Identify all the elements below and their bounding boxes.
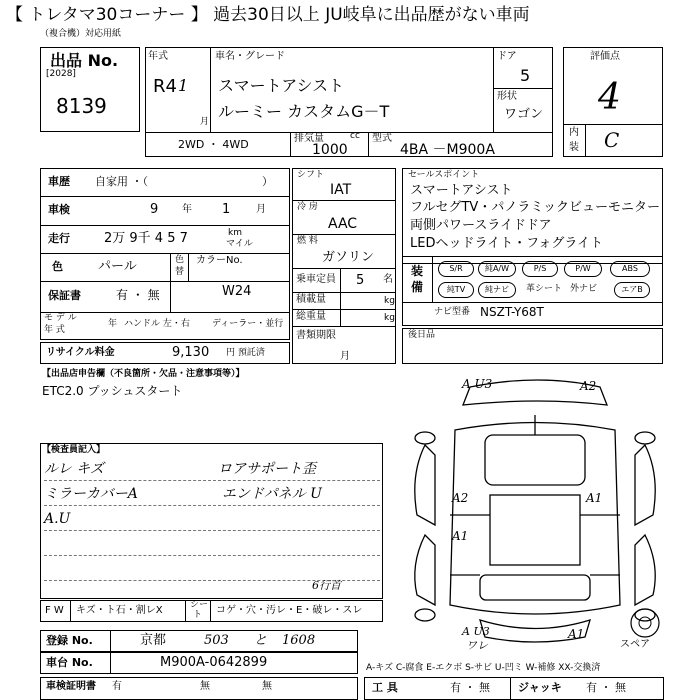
- capacity-label: 乗車定員: [296, 274, 336, 285]
- chassis-value: M900A-0642899: [160, 655, 268, 670]
- fw-note: 6行首: [312, 579, 341, 592]
- displacement-value: 1000: [312, 142, 348, 158]
- cert-v2: 無: [200, 681, 210, 692]
- sales-point: 両側パワースライドドア: [410, 218, 552, 233]
- model-label: 車名・グレード: [215, 51, 285, 62]
- shape-value: ワゴン: [504, 107, 544, 122]
- registration-class: 503: [204, 633, 229, 648]
- mileage-unit-km: km: [228, 228, 242, 238]
- inspector-note: ミラーカバーA: [44, 486, 138, 502]
- type-value: 4BA －M900A: [400, 142, 495, 158]
- damage-mark: A1: [568, 627, 585, 641]
- tools-value: 有 ・ 無: [450, 681, 490, 694]
- lot-stamp: [2028]: [46, 69, 76, 79]
- color-change-2: 替: [175, 267, 185, 277]
- type-label: 型式: [372, 133, 392, 144]
- capacity-unit: 名: [383, 274, 393, 285]
- year-month: 1: [178, 76, 189, 95]
- cert-label: 車検証明書: [46, 681, 96, 692]
- inspection-year: 9: [150, 202, 159, 217]
- sales-point: LEDヘッドライト・フォグライト: [410, 236, 604, 251]
- fuel-value: ガソリン: [322, 250, 375, 265]
- score-value: 4: [598, 77, 621, 118]
- damage-mark: A1: [586, 491, 603, 505]
- cert-v1: 有: [112, 681, 122, 692]
- spare-label: スペア: [620, 639, 650, 650]
- equip-pw: P/W: [564, 261, 602, 277]
- fw-text: キズ・ト石・割レX: [76, 605, 163, 616]
- interior-label-2: 装: [569, 142, 579, 153]
- exhibitor-label: 【出品店申告欄（不良箇所・欠品・注意事項等）】: [42, 369, 245, 379]
- shape-label: 形状: [497, 91, 517, 102]
- damage-mark: A U3: [462, 377, 493, 391]
- rear-label: 後日品: [408, 330, 436, 340]
- color-no: W24: [222, 284, 252, 299]
- color-no-label: カラーNo.: [196, 255, 243, 266]
- info-box: [40, 168, 290, 340]
- inspector-note: ルレ キズ: [44, 461, 104, 477]
- model-line1: スマートアシスト: [218, 76, 345, 95]
- recycle-label: リサイクル料金: [46, 347, 115, 358]
- model-line2: ルーミー カスタムG－T: [218, 102, 390, 121]
- shift-value: IAT: [330, 182, 352, 198]
- doors-value: 5: [520, 66, 531, 85]
- lot-number: 8139: [56, 94, 107, 118]
- warranty-value: 有 ・ 無: [116, 288, 160, 302]
- color-label: 色: [52, 260, 63, 273]
- header-note: （複合機）対応用紙: [40, 29, 122, 39]
- capacity-value: 5: [356, 273, 365, 288]
- inspector-note: エンドパネル U: [222, 486, 322, 502]
- recycle-unit: 円 預託済: [226, 348, 265, 358]
- weight-unit: kg: [384, 313, 395, 323]
- drive-label: 2WD ・ 4WD: [178, 138, 249, 151]
- ac-value: AAC: [328, 216, 358, 232]
- equip-tv: 純TV: [438, 282, 474, 298]
- fuel-label: 燃 料: [297, 236, 318, 246]
- model-year-label-1: モ デ ル: [44, 313, 77, 323]
- history-value: 自家用 ・（: [95, 175, 148, 188]
- chassis-label: 車台 No.: [46, 656, 93, 669]
- damage-mark: A2: [452, 491, 469, 505]
- inspector-note: A.U: [44, 511, 71, 527]
- doors-label: ドア: [497, 51, 517, 62]
- equip-aw: 純A/W: [478, 261, 516, 277]
- mileage-unit-mile: マイル: [226, 239, 253, 249]
- load-label: 積載量: [296, 294, 326, 305]
- inspection-label: 車検: [48, 203, 70, 216]
- damage-mark: A2: [580, 379, 597, 393]
- rear-box: [402, 328, 663, 364]
- year-month-unit: 月: [200, 117, 210, 127]
- inspection-month: 1: [222, 202, 231, 217]
- lot-label: 出品 No.: [50, 51, 119, 70]
- registration-number: 1608: [282, 633, 316, 648]
- interior-label-1: 内: [569, 127, 579, 138]
- registration-region: 京都: [140, 633, 167, 648]
- handle: ハンドル 左・右: [124, 319, 190, 329]
- doc-period-month: 月: [340, 351, 350, 362]
- fw-seat-text: コゲ・穴・汚レ・E・破レ・スレ: [216, 605, 363, 616]
- registration-label: 登録 No.: [46, 634, 93, 647]
- warranty-label: 保証書: [48, 289, 81, 302]
- navi-value: NSZT-Y68T: [480, 305, 544, 319]
- legend: A-キズ C-腐食 E-エクボ S-サビ U-凹ミ W-補修 XX-交換済: [366, 663, 601, 673]
- tools-label: 工 具: [372, 681, 398, 694]
- jack-label: ジャッキ: [518, 681, 562, 694]
- equip-airbag: エアB: [614, 282, 650, 298]
- equipment-label-1: 装: [411, 264, 424, 278]
- color-change-1: 色: [175, 255, 185, 265]
- equip-navi: 純ナビ: [478, 282, 516, 298]
- fw-seat-1: シー: [190, 600, 209, 610]
- dealer: ディーラー・並行: [212, 319, 284, 329]
- doc-period-label: 書類期限: [296, 330, 336, 341]
- mileage-label: 走行: [48, 232, 70, 245]
- displacement-unit: cc: [350, 131, 360, 141]
- inspection-month-unit: 月: [256, 204, 266, 215]
- ac-label: 冷 房: [297, 202, 318, 212]
- inspector-label: 【検査員記入】: [42, 445, 106, 455]
- sales-point: フルセグTV・パノラミックビューモニター: [410, 200, 661, 215]
- year-era: R4: [153, 76, 177, 97]
- history-close: ）: [262, 175, 273, 188]
- equipment-label-2: 備: [411, 280, 424, 294]
- inspection-year-unit: 年: [182, 204, 192, 215]
- history-label: 車歴: [48, 175, 70, 188]
- shift-label: シフト: [297, 170, 325, 180]
- damage-mark: A U3: [462, 625, 490, 638]
- equip-leather: 革シート: [526, 284, 563, 294]
- mileage-value: 2万 9千 4 5 7: [104, 231, 188, 246]
- model-year-label-2: 年 式: [44, 325, 65, 335]
- exhibitor-text: ETC2.0 プッシュスタート: [42, 384, 183, 398]
- color-value: パール: [98, 259, 137, 274]
- fw-label: F W: [45, 605, 64, 616]
- damage-mark: A1: [452, 529, 469, 543]
- jack-value: 有 ・ 無: [586, 681, 626, 694]
- car-diagram: [395, 375, 685, 650]
- inspector-note: ロアサポート歪: [218, 461, 316, 477]
- damage-mark: ワレ: [466, 639, 488, 652]
- cert-v3: 無: [262, 681, 272, 692]
- score-label: 評価点: [590, 51, 620, 62]
- banner: 【 トレタマ30コーナー 】 過去30日以上 JU岐阜に出品歴がない車両: [0, 0, 700, 30]
- navi-label: ナビ型番: [434, 307, 471, 317]
- equip-ext-navi: 外ナビ: [570, 284, 598, 294]
- registration-kana: と: [254, 633, 268, 648]
- interior-value: C: [604, 128, 620, 152]
- weight-label: 総重量: [296, 311, 326, 322]
- sales-label: セールスポイント: [408, 170, 480, 180]
- equip-ps: P/S: [522, 261, 558, 277]
- equip-sr: S/R: [438, 261, 474, 277]
- equip-abs: ABS: [610, 261, 650, 277]
- recycle-value: 9,130: [172, 345, 210, 360]
- fw-seat-2: ト: [193, 610, 203, 620]
- year-label: 年式: [148, 51, 168, 62]
- displacement-label: 排気量: [294, 133, 324, 144]
- load-unit: kg: [384, 296, 395, 306]
- sales-point: スマートアシスト: [410, 183, 513, 198]
- model-year-unit: 年: [108, 319, 118, 329]
